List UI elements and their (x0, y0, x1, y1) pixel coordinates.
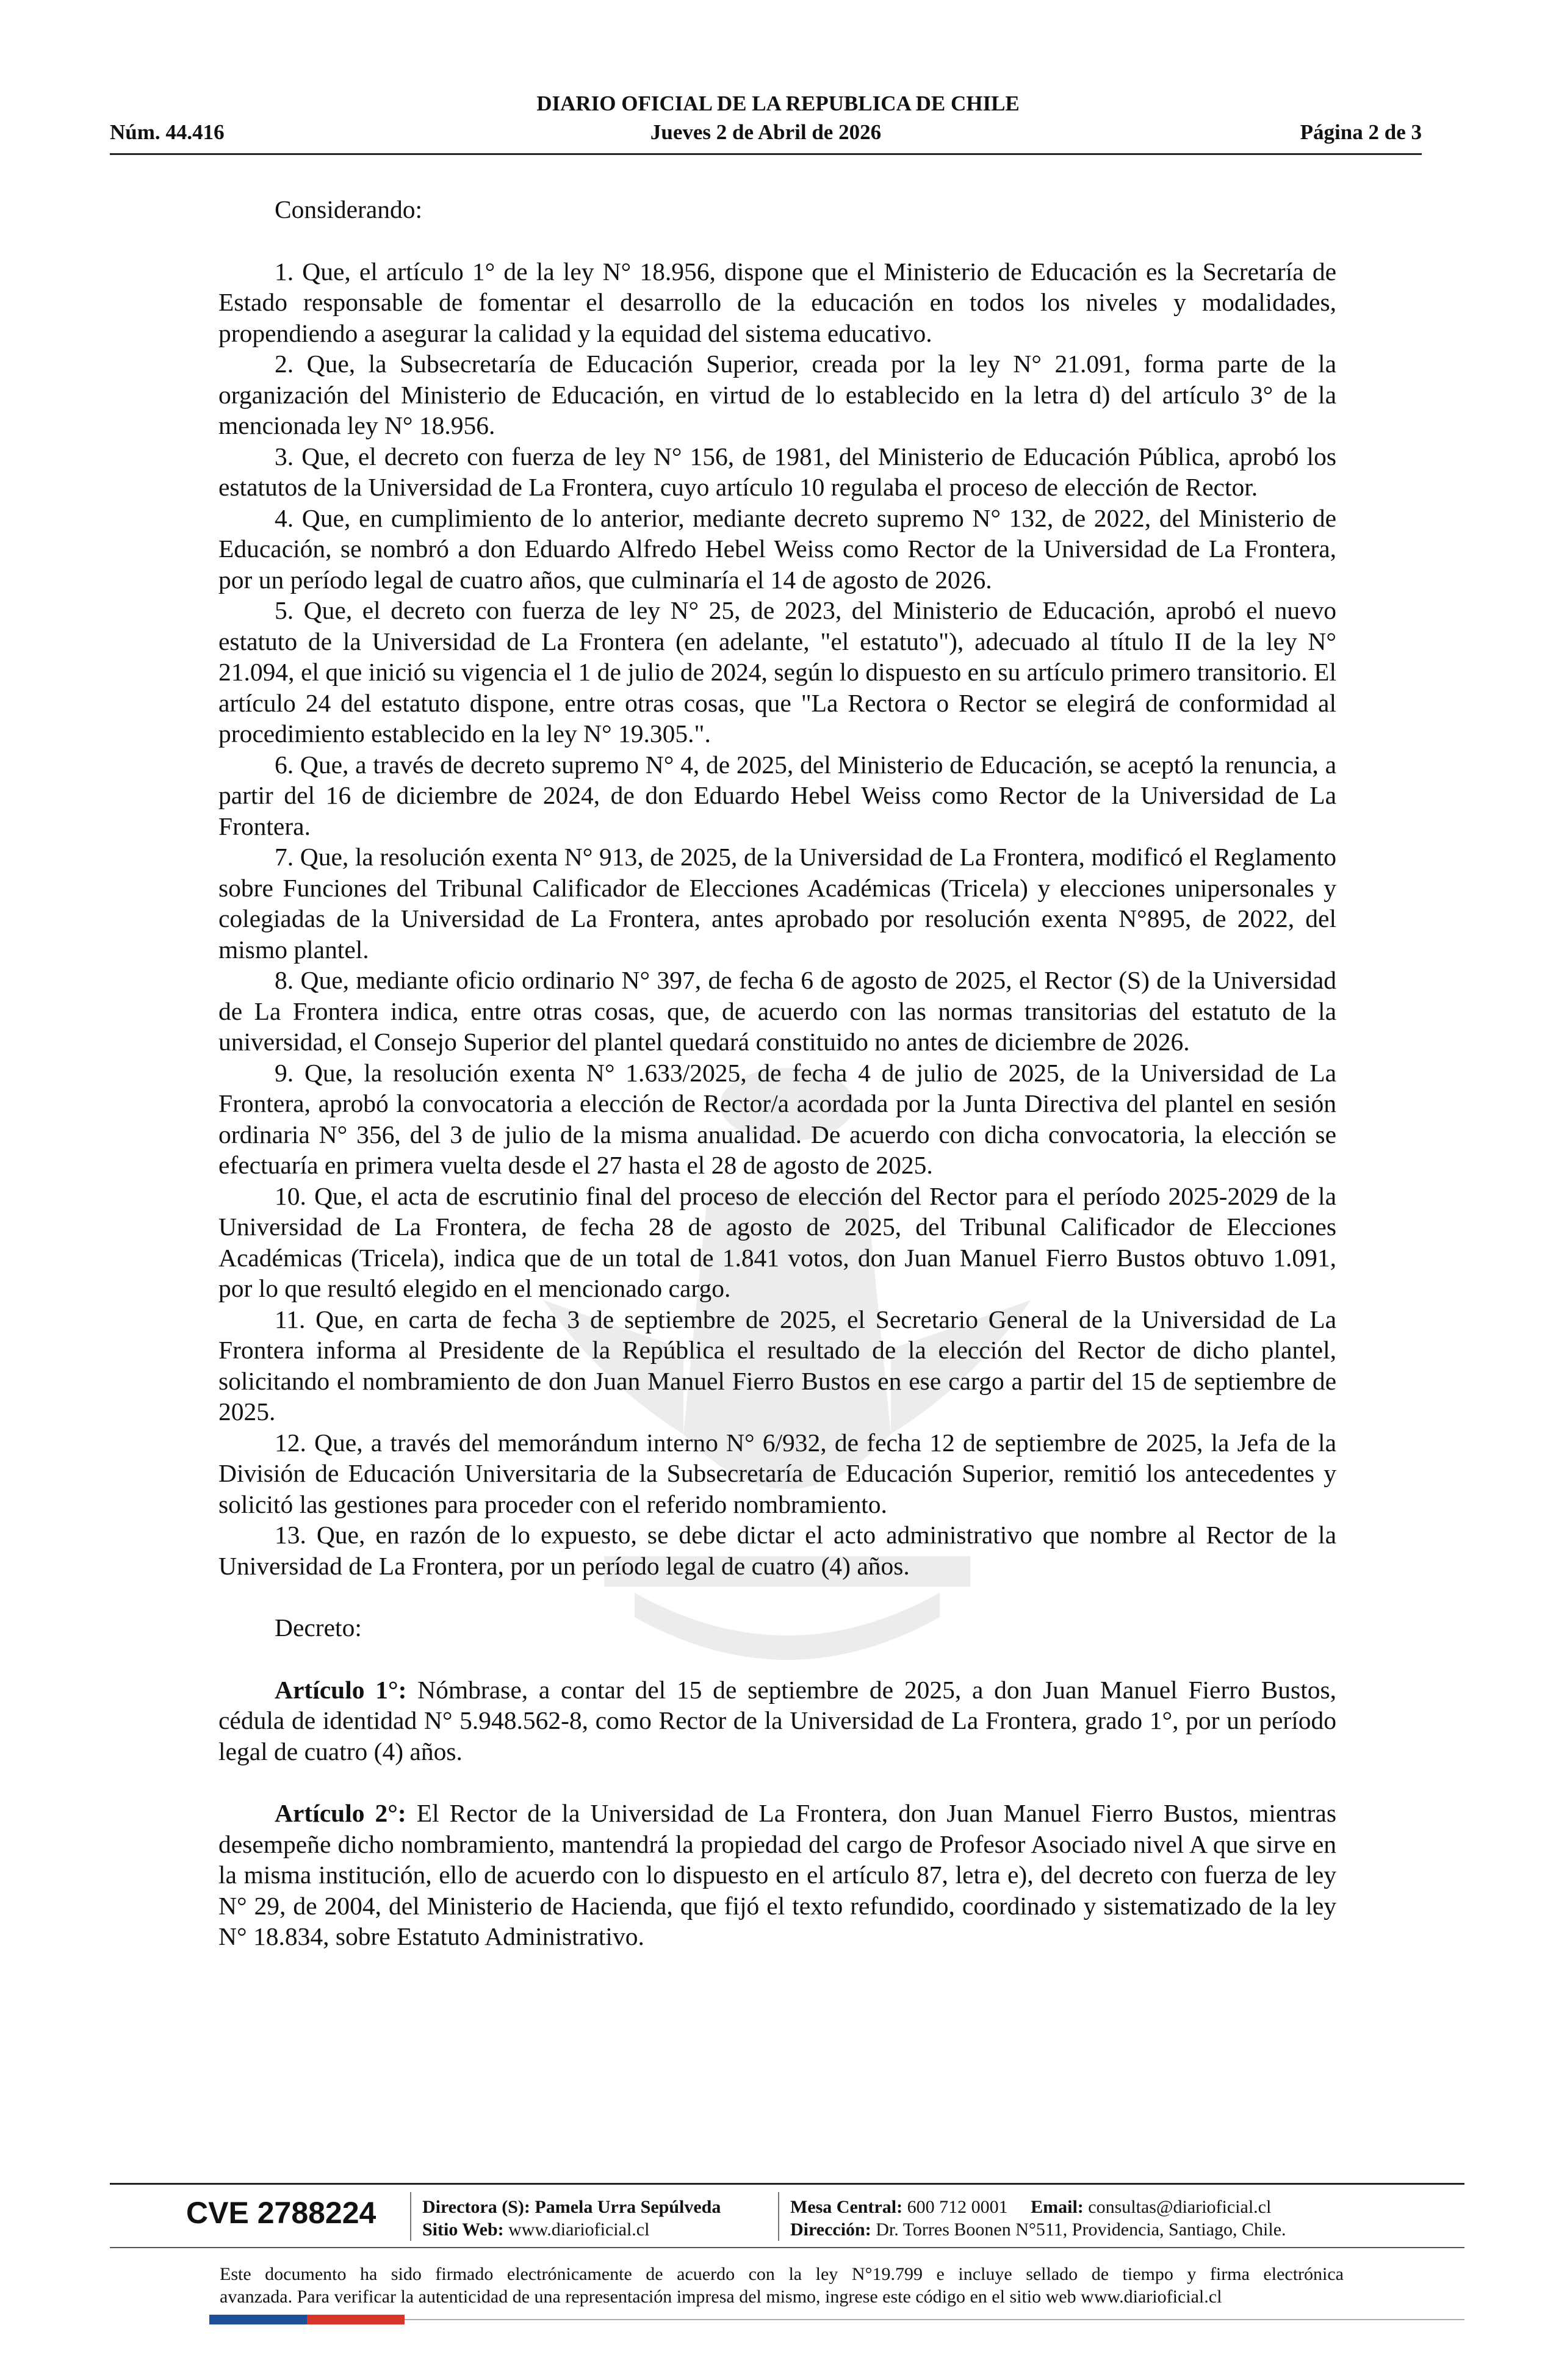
footer-separator (778, 2192, 779, 2241)
header-divider (110, 153, 1422, 155)
footer-divider-2 (110, 2247, 1464, 2248)
article-1 (218, 1675, 1336, 1767)
considering-heading: Considerando: (275, 195, 423, 223)
article-2 (218, 1798, 1336, 1952)
phone-label: Mesa Central: (790, 2197, 903, 2217)
issue-number: Núm. 44.416 (110, 120, 225, 144)
header-row (110, 120, 1422, 147)
email-link[interactable]: consultas@diarioficial.cl (1088, 2197, 1272, 2217)
footer-divider (110, 2183, 1464, 2185)
footer-director-block (422, 2196, 721, 2241)
email-label: Email: (1031, 2197, 1084, 2217)
consideration-item: 5. Que, el decreto con fuerza de ley N° 25, de 2023, del Ministerio de Educación, aprobó el nuevo estatuto de la Universidad de La Frontera (en adelante, "el estatuto"), adecuado al título II de la ley N° 21.094, el que inició su vigencia el 1 de julio de 2024, según lo dispuesto en su artículo primero transitorio. El artículo 24 del estatuto dispone, entre otras cosas, que "La Rectora o Rector se elegirá de conformidad al procedimiento establecido en la ley N° 19.305.". (218, 596, 1336, 748)
legal-notice (220, 2263, 1344, 2308)
website-label: Sitio Web: (422, 2220, 504, 2240)
article-2-label: Artículo 2°: (275, 1799, 406, 1827)
address-text: Dr. Torres Boonen N°511, Providencia, Santiago, Chile. (876, 2220, 1286, 2240)
consideration-item: 3. Que, el decreto con fuerza de ley N° 156, de 1981, del Ministerio de Educación Pública, aprobó los estatutos de la Universidad de La Frontera, cuyo artículo 10 regulaba el proceso de elección de Rector. (218, 442, 1336, 501)
consideration-item: 11. Que, en carta de fecha 3 de septiembre de 2025, el Secretario General de la Universidad de La Frontera informa al Presidente de la República el resultado de la elección del Rector de dicho plantel, solicitando el nombramiento de don Juan Manuel Fierro Bustos en ese cargo a partir del 15 de septiembre de 2025. (218, 1305, 1336, 1426)
flag-stripe-red (307, 2315, 405, 2324)
director-name: Pamela Urra Sepúlveda (535, 2197, 721, 2217)
page-indicator: Página 2 de 3 (1300, 120, 1422, 144)
website-link[interactable]: www.diarioficial.cl (508, 2220, 650, 2240)
article-1-label: Artículo 1°: (275, 1675, 407, 1704)
consideration-item: 9. Que, la resolución exenta N° 1.633/2025, de fecha 4 de julio de 2025, de la Universidad de La Frontera, aprobó la convocatoria a elección de Rector/a acordada por la Junta Directiva del plantel en sesión ordinaria N° 356, del 3 de julio de la misma anualidad. De acuerdo con dicha convocatoria, la elección se efectuaría en primera vuelta desde el 27 hasta el 28 de agosto de 2025. (218, 1058, 1336, 1179)
footer-contact-block (790, 2196, 1286, 2241)
consideration-item: 2. Que, la Subsecretaría de Educación Superior, creada por la ley N° 21.091, forma parte de la organización del Ministerio de Educación, en virtud de lo establecido en la letra d) del artículo 3° de la mencionada ley N° 18.956. (218, 350, 1336, 439)
document-body (218, 194, 1336, 1983)
legal-line-1: Este documento ha sido firmado electrónicamente de acuerdo con la ley N°19.799 e incluye sellado de tiempo y firma electrónica (220, 2264, 1344, 2284)
newspaper-title: DIARIO OFICIAL DE LA REPUBLICA DE CHILE (536, 92, 1020, 115)
consideration-item: 13. Que, en razón de lo expuesto, se debe dictar el acto administrativo que nombre al Rector de la Universidad de La Frontera, por un período legal de cuatro (4) años. (218, 1521, 1336, 1580)
director-label: Directora (S): (422, 2197, 530, 2217)
consideration-item: 1. Que, el artículo 1° de la ley N° 18.956, dispone que el Ministerio de Educación es la Secretaría de Estado responsable de fomentar el desarrollo de la educación en todos los niveles y modalidades, propendiendo a asegurar la calidad y la equidad del sistema educativo. (218, 257, 1336, 347)
footer-separator (410, 2192, 411, 2241)
consideration-item: 6. Que, a través de decreto supremo N° 4, de 2025, del Ministerio de Educación, se aceptó la renuncia, a partir del 16 de diciembre de 2024, de don Eduardo Hebel Weiss como Rector de la Universidad de La Frontera. (218, 750, 1336, 840)
article-2-text: El Rector de la Universidad de La Frontera, don Juan Manuel Fierro Bustos, mientras desempeñe dicho nombramiento, mantendrá la propiedad del cargo de Profesor Asociado nivel A que sirve en la misma institución, ello de acuerdo con lo dispuesto en el artículo 87, letra e), del decreto con fuerza de ley N° 29, de 2004, del Ministerio de Hacienda, que fijó el texto refundido, coordinado y sistematizado de la ley N° 18.834, sobre Estatuto Administrativo. (218, 1799, 1337, 1950)
consideration-item: 7. Que, la resolución exenta N° 913, de 2025, de la Universidad de La Frontera, modificó el Reglamento sobre Funciones del Tribunal Calificador de Elecciones Académicas (Tricela) y elecciones unipersonales y colegiadas de la Universidad de La Frontera, antes aprobado por resolución exenta N°895, de 2022, del mismo plantel. (218, 843, 1336, 964)
decree-heading: Decreto: (275, 1614, 362, 1642)
issue-date: Jueves 2 de Abril de 2026 (650, 120, 882, 144)
flag-stripe-blue (209, 2315, 307, 2324)
address-label: Dirección: (790, 2220, 871, 2240)
flag-stripe-line (405, 2319, 1464, 2320)
cve-code: CVE 2788224 (186, 2196, 376, 2230)
consideration-item: 10. Que, el acta de escrutinio final del proceso de elección del Rector para el período 2025-2029 de la Universidad de La Frontera, de fecha 28 de agosto de 2025, del Tribunal Calificador de Elecciones Académicas (Tricela), indica que de un total de 1.841 votos, don Juan Manuel Fierro Bustos obtuvo 1.091, por lo que resultó elegido en el mencionado cargo. (218, 1181, 1336, 1302)
consideration-item: 8. Que, mediante oficio ordinario N° 397, de fecha 6 de agosto de 2025, el Rector (S) de la Universidad de La Frontera indica, entre otras cosas, que, de acuerdo con las normas transitorias del estatuto de la universidad, el Consejo Superior del plantel quedará constituido no antes de diciembre de 2026. (218, 966, 1336, 1056)
consideration-item: 4. Que, en cumplimiento de lo anterior, mediante decreto supremo N° 132, de 2022, del Ministerio de Educación, se nombró a don Eduardo Alfredo Hebel Weiss como Rector de la Universidad de La Frontera, por un período legal de cuatro años, que culminaría el 14 de agosto de 2026. (218, 503, 1336, 594)
phone-number: 600 712 0001 (907, 2197, 1008, 2217)
consideration-item: 12. Que, a través del memorándum interno N° 6/932, de fecha 12 de septiembre de 2025, la Jefa de la División de Educación Universitaria de la Subsecretaría de Educación Superior, remitió los antecedentes y solicitó las gestiones para proceder con el referido nombramiento. (218, 1428, 1336, 1518)
legal-line-2: avanzada. Para verificar la autenticidad de una representación impresa del mismo, ingrese este código en el sitio web www.diarioficial.cl (220, 2287, 1222, 2307)
article-1-text: Nómbrase, a contar del 15 de septiembre de 2025, a don Juan Manuel Fierro Bustos, cédula de identidad N° 5.948.562-8, como Rector de la Universidad de La Frontera, grado 1°, por un período legal de cuatro (4) años. (218, 1675, 1336, 1765)
